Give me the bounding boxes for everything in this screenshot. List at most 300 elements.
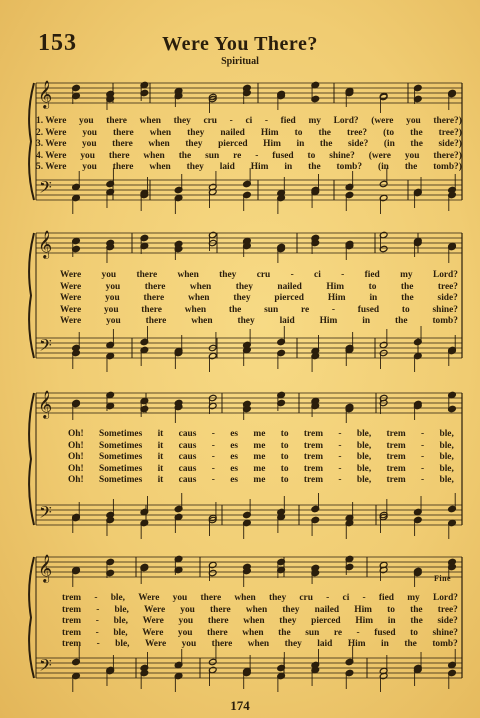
lyric-line	[62, 616, 458, 628]
lyric-word: nailed	[314, 604, 340, 615]
lyric-line	[60, 282, 458, 294]
lyric-word: it	[157, 475, 164, 486]
lyric-word: there	[200, 593, 222, 603]
treble-clef-icon: 𝄞	[38, 390, 53, 418]
lyric-word: the	[410, 604, 423, 615]
lyric-word: to	[294, 127, 303, 138]
lyric-word: Lord?	[333, 116, 359, 126]
lyric-word: to	[307, 150, 316, 161]
lyric-word: Sometimes	[99, 429, 143, 439]
lyric-word: ble,	[113, 627, 128, 638]
lyric-word: they	[219, 270, 237, 280]
lyric-word: ble,	[356, 440, 372, 451]
lyric-word: -	[338, 452, 342, 463]
lyric-word: the	[401, 293, 414, 304]
lyric-word: my	[400, 270, 413, 280]
lyric-word: trem	[62, 616, 82, 627]
lyric-word: there	[112, 162, 134, 173]
lyric-word: Him	[347, 639, 366, 650]
bass-clef-icon: 𝄢	[39, 335, 52, 359]
lyric-line	[36, 162, 462, 174]
lyric-word: Him	[263, 139, 281, 150]
lyric-word: -	[95, 616, 99, 627]
lyric-word: ci	[342, 593, 350, 603]
lyric-word: -	[338, 429, 342, 439]
lyric-word: the	[410, 127, 423, 138]
lyric-word: es	[230, 475, 239, 486]
lyric-word: Were	[60, 304, 82, 315]
lyric-word: to	[401, 304, 410, 315]
hymn-subtitle: Spiritual	[221, 56, 259, 67]
lyric-word: they	[268, 593, 287, 603]
lyric-line	[60, 293, 458, 305]
bass-clef-icon: 𝄢	[39, 655, 52, 679]
lyric-line	[62, 628, 458, 640]
lyric-word: they	[185, 139, 203, 150]
brace-symbol	[29, 83, 34, 200]
lyric-word: -	[421, 452, 425, 463]
lyric-word: the	[278, 627, 291, 638]
lyric-word: when	[148, 139, 170, 150]
lyric-word: -	[95, 627, 99, 638]
lyric-word: they	[284, 639, 302, 650]
lyric-word: you	[181, 639, 197, 650]
lyric-word: you	[404, 150, 420, 161]
lyric-word: ci	[314, 270, 321, 280]
lyric-word: when	[243, 616, 265, 627]
lyric-line	[68, 452, 454, 464]
brace-symbol	[29, 557, 34, 678]
lyric-word: es	[230, 452, 239, 463]
lyric-word: -	[421, 440, 425, 451]
lyric-word: tomb?	[432, 639, 458, 650]
lyric-word: to	[280, 475, 289, 486]
lyric-word: there?)	[433, 116, 462, 126]
lyric-word: to	[280, 452, 289, 463]
lyric-word: -	[338, 475, 342, 486]
lyric-word: -	[362, 593, 366, 603]
page-number: 174	[230, 698, 250, 713]
hymn-title: Were You There?	[162, 33, 318, 55]
lyric-word: the	[404, 162, 418, 173]
lyric-word: -	[211, 475, 215, 486]
lyric-word: Oh!	[68, 440, 84, 451]
lyric-word: ble,	[439, 429, 454, 439]
lyric-word: you	[81, 139, 97, 150]
lyric-word: trem	[62, 604, 82, 615]
lyric-word: trem	[386, 463, 406, 474]
lyric-word: re	[300, 304, 310, 315]
lyric-word: it	[157, 440, 164, 451]
lyric-word: 2. Were	[36, 127, 67, 138]
lyric-line	[60, 270, 458, 282]
lyric-word: side?)	[438, 139, 462, 150]
lyric-word: it	[157, 463, 164, 474]
lyric-word: ble,	[439, 440, 454, 451]
lyric-word: Him	[260, 127, 279, 138]
lyric-word: ble,	[356, 429, 372, 439]
lyric-word: in	[369, 293, 378, 304]
lyric-word: there	[207, 627, 228, 638]
lyric-word: (in	[377, 162, 389, 173]
lyric-word: there	[145, 316, 167, 327]
lyric-word: when	[242, 627, 264, 638]
lyric-word: when	[191, 316, 213, 327]
lyric-word: trem	[386, 452, 406, 463]
lyric-word: tomb?	[432, 316, 458, 327]
lyric-word: trem	[386, 475, 406, 486]
lyric-word: there	[113, 127, 134, 138]
lyric-word: ble,	[439, 463, 454, 474]
lyric-word: -	[96, 604, 100, 615]
lyric-word: sun	[305, 627, 320, 638]
lyric-word: -	[96, 639, 100, 650]
lyric-word: ble,	[439, 475, 454, 486]
lyric-word: you	[82, 127, 98, 138]
lyric-word: my	[407, 593, 420, 603]
lyric-word: it	[157, 429, 164, 439]
treble-clef-icon: 𝄞	[38, 554, 53, 582]
lyric-word: Oh!	[68, 429, 84, 439]
lyric-word: pierced	[274, 293, 304, 304]
lyric-word: there	[211, 639, 233, 650]
lyric-word: Were	[138, 593, 160, 603]
lyric-word: cru	[256, 270, 271, 280]
lyric-word: -	[338, 463, 342, 474]
lyric-line	[68, 429, 454, 441]
lyric-word: tree?	[437, 604, 458, 615]
lyric-word: pierced	[311, 616, 341, 627]
lyric-word: ble,	[356, 475, 372, 486]
lyric-word: you	[172, 593, 188, 603]
lyric-word: sun	[264, 304, 279, 315]
lyric-word: 3. Were	[36, 139, 67, 150]
lyric-word: trem	[62, 593, 82, 603]
lyric-word: 1. Were	[36, 116, 67, 126]
lyric-word: -	[326, 593, 330, 603]
lyric-word: caus	[178, 452, 197, 463]
lyric-word: Him	[355, 616, 374, 627]
lyric-word: side?	[347, 139, 369, 150]
lyric-word: Him	[326, 281, 345, 292]
lyric-word: fied	[280, 116, 296, 126]
bass-clef-icon: 𝄢	[39, 502, 52, 526]
lyric-word: (were	[371, 116, 394, 126]
lyric-line	[68, 475, 454, 487]
lyric-word: you	[80, 150, 95, 161]
lyric-word: in	[362, 316, 371, 327]
lyric-word: re	[233, 150, 242, 161]
lyric-word: cru	[299, 593, 313, 603]
lyric-word: Were	[60, 293, 82, 304]
lyric-word: in	[387, 616, 396, 627]
lyric-word: they	[282, 604, 300, 615]
lyric-word: Were	[60, 281, 82, 292]
lyric-word: when	[177, 270, 199, 280]
lyric-line	[62, 593, 458, 605]
lyrics-system-1	[36, 116, 462, 174]
lyric-word: ble,	[356, 463, 372, 474]
lyric-word: Him	[250, 162, 269, 173]
lyric-word: there	[144, 281, 166, 292]
lyric-word: when	[139, 116, 161, 126]
treble-clef-icon: 𝄞	[38, 230, 53, 258]
lyrics-system-4	[62, 593, 458, 651]
lyric-word: you	[79, 116, 94, 126]
lyric-word: Sometimes	[99, 452, 143, 463]
lyric-word: Him	[319, 316, 338, 327]
lyric-word: you	[106, 316, 121, 327]
lyric-word: ble,	[114, 604, 129, 615]
lyric-word: there	[106, 116, 127, 126]
lyric-word: caus	[178, 440, 197, 451]
lyric-word: side?	[437, 293, 458, 304]
lyric-word: my	[308, 116, 321, 126]
lyric-line	[36, 139, 462, 151]
lyric-word: the	[308, 162, 321, 173]
lyric-word: the	[410, 616, 423, 627]
lyric-word: es	[230, 440, 239, 451]
lyric-word: the	[318, 127, 331, 138]
lyric-word: (in	[383, 139, 395, 150]
lyric-word: caus	[178, 475, 197, 486]
lyric-word: when	[245, 604, 268, 615]
lyric-line	[60, 305, 458, 317]
brace-symbol	[29, 233, 34, 358]
lyric-word: Were	[143, 604, 166, 615]
lyric-word: when	[234, 593, 256, 603]
lyric-word: ble,	[356, 452, 372, 463]
lyric-word: to	[387, 604, 395, 615]
lyric-word: -	[255, 150, 259, 161]
lyric-word: ble,	[113, 616, 128, 627]
lyric-word: to	[280, 429, 289, 439]
lyric-word: fused	[374, 627, 396, 638]
lyric-line	[62, 639, 458, 651]
lyric-word: ci	[245, 116, 253, 126]
lyric-word: they	[233, 293, 251, 304]
treble-clef-icon: 𝄞	[38, 80, 53, 108]
lyric-word: when	[189, 281, 212, 292]
lyric-word: the	[400, 281, 414, 292]
lyric-word: you	[105, 293, 120, 304]
lyric-word: cru	[203, 116, 218, 126]
lyric-word: tree?)	[438, 127, 462, 138]
lyric-word: -	[211, 440, 215, 451]
lyric-word: me	[253, 475, 266, 486]
lyric-word: -	[421, 429, 425, 439]
lyric-word: when	[143, 150, 165, 161]
lyric-word: Him	[354, 604, 372, 615]
lyric-word: there	[141, 304, 162, 315]
lyric-word: it	[157, 452, 164, 463]
lyric-word: Were	[60, 316, 82, 327]
lyric-word: you	[177, 627, 193, 638]
lyric-word: fused	[272, 150, 294, 161]
lyric-word: Sometimes	[99, 463, 143, 474]
lyric-word: in	[296, 139, 305, 150]
lyric-word: the	[228, 304, 242, 315]
lyric-word: there	[210, 604, 231, 615]
lyric-word: you	[105, 281, 121, 292]
lyric-word: shine?	[432, 304, 458, 315]
brace-symbol	[29, 393, 34, 525]
lyric-line	[36, 128, 462, 140]
lyric-word: trem	[62, 627, 82, 638]
lyric-word: fied	[364, 270, 380, 280]
lyric-word: Were	[144, 639, 167, 650]
lyric-word: Oh!	[68, 475, 84, 486]
lyric-line	[68, 441, 454, 453]
lyric-word: pierced	[218, 139, 248, 150]
lyric-word: Were	[142, 627, 164, 638]
lyric-word: to	[410, 627, 418, 638]
lyric-word: es	[230, 429, 239, 439]
lyric-word: the	[395, 316, 408, 327]
lyric-word: you	[103, 304, 119, 315]
lyric-word: -	[421, 475, 425, 486]
lyric-word: when	[247, 639, 270, 650]
lyric-word: laid	[279, 316, 295, 327]
lyric-line	[68, 464, 454, 476]
lyric-word: trem	[303, 429, 324, 439]
lyric-word: they	[173, 116, 191, 126]
lyric-word: nailed	[220, 127, 245, 138]
lyric-word: es	[230, 463, 239, 474]
lyric-word: (were	[368, 150, 391, 161]
lyric-word: there?)	[433, 150, 462, 161]
lyric-word: there	[108, 150, 130, 161]
lyric-word: -	[331, 304, 335, 315]
lyric-word: when	[188, 293, 210, 304]
lyric-word: you	[82, 162, 97, 173]
lyric-word: (to	[383, 127, 395, 138]
lyric-word: -	[338, 440, 342, 451]
lyric-word: -	[290, 270, 294, 280]
lyrics-system-2	[60, 270, 458, 328]
lyric-word: fied	[378, 593, 395, 603]
lyric-word: there	[136, 270, 158, 280]
lyric-word: tomb?)	[433, 162, 462, 173]
lyric-word: Were	[142, 616, 164, 627]
lyric-word: you	[180, 604, 195, 615]
lyric-word: -	[211, 429, 215, 439]
lyric-word: there	[207, 616, 229, 627]
lyric-word: laid	[317, 639, 333, 650]
lyric-word: Were	[60, 270, 82, 280]
lyric-word: caus	[178, 429, 197, 439]
lyric-word: ble,	[115, 639, 130, 650]
lyric-word: trem	[386, 429, 406, 439]
lyric-word: -	[211, 452, 215, 463]
bass-clef-icon: 𝄢	[39, 177, 52, 201]
lyric-word: there	[143, 293, 165, 304]
lyric-word: side?	[437, 616, 458, 627]
lyric-word: me	[253, 452, 266, 463]
lyric-word: Sometimes	[99, 440, 143, 451]
lyric-word: to	[280, 440, 289, 451]
lyric-word: caus	[178, 463, 197, 474]
lyric-word: you	[101, 270, 117, 280]
lyric-word: there	[112, 139, 133, 150]
lyric-word: trem	[62, 639, 82, 650]
lyric-word: sun	[205, 150, 220, 161]
lyric-word: when	[149, 162, 171, 173]
lyric-word: the	[319, 139, 333, 150]
lyric-word: tree?	[347, 127, 368, 138]
lyric-word: -	[421, 463, 425, 474]
lyric-word: trem	[386, 440, 406, 451]
lyric-word: trem	[303, 440, 324, 451]
lyric-word: -	[341, 270, 345, 280]
lyric-word: ble,	[439, 452, 454, 463]
lyric-word: shine?	[329, 150, 355, 161]
lyric-word: to	[368, 281, 377, 292]
lyric-word: you	[178, 616, 194, 627]
lyric-line	[62, 605, 458, 617]
lyrics-system-3	[68, 429, 454, 487]
lyric-word: the	[178, 150, 192, 161]
lyric-word: laid	[219, 162, 235, 173]
lyric-word: in	[381, 639, 389, 650]
lyric-word: -	[229, 116, 233, 126]
lyric-word: when	[149, 127, 172, 138]
lyric-word: when	[184, 304, 207, 315]
lyric-word: trem	[303, 463, 324, 474]
lyric-word: re	[333, 627, 342, 638]
lyric-word: 4. Were	[36, 150, 67, 161]
lyric-word: Lord?	[432, 593, 458, 603]
lyric-word: Sometimes	[99, 475, 143, 486]
lyric-word: me	[253, 440, 266, 451]
lyric-word: tree?	[437, 281, 458, 292]
lyric-word: Lord?	[432, 270, 458, 280]
lyric-word: -	[356, 627, 360, 638]
lyric-word: trem	[303, 475, 324, 486]
lyric-word: -	[94, 593, 98, 603]
fine-marking: Fine	[434, 574, 452, 583]
hymn-number: 153	[38, 30, 77, 56]
lyric-word: me	[253, 429, 266, 439]
lyric-word: trem	[303, 452, 324, 463]
lyric-word: Oh!	[68, 452, 84, 463]
lyric-word: -	[211, 463, 215, 474]
lyric-word: in	[284, 162, 293, 173]
lyric-word: they	[187, 127, 205, 138]
lyric-line	[60, 316, 458, 328]
lyric-word: you	[406, 116, 421, 126]
lyric-word: -	[264, 116, 269, 126]
lyric-word: they	[237, 316, 255, 327]
lyric-word: the	[410, 139, 423, 150]
lyric-word: to	[280, 463, 289, 474]
lyric-word: they	[235, 281, 253, 292]
lyric-word: shine?	[432, 627, 458, 638]
lyric-word: nailed	[277, 281, 302, 292]
lyric-line	[36, 116, 462, 128]
lyric-word: me	[253, 463, 266, 474]
lyric-word: ble,	[110, 593, 126, 603]
lyric-word: Him	[327, 293, 346, 304]
lyric-word: fused	[357, 304, 380, 315]
lyric-word: the	[404, 639, 417, 650]
lyric-word: Oh!	[68, 463, 84, 474]
lyric-line	[36, 151, 462, 163]
lyric-word: they	[186, 162, 204, 173]
lyric-word: 5. Were	[36, 162, 67, 173]
lyric-word: they	[279, 616, 297, 627]
lyric-word: tomb?	[336, 162, 363, 173]
